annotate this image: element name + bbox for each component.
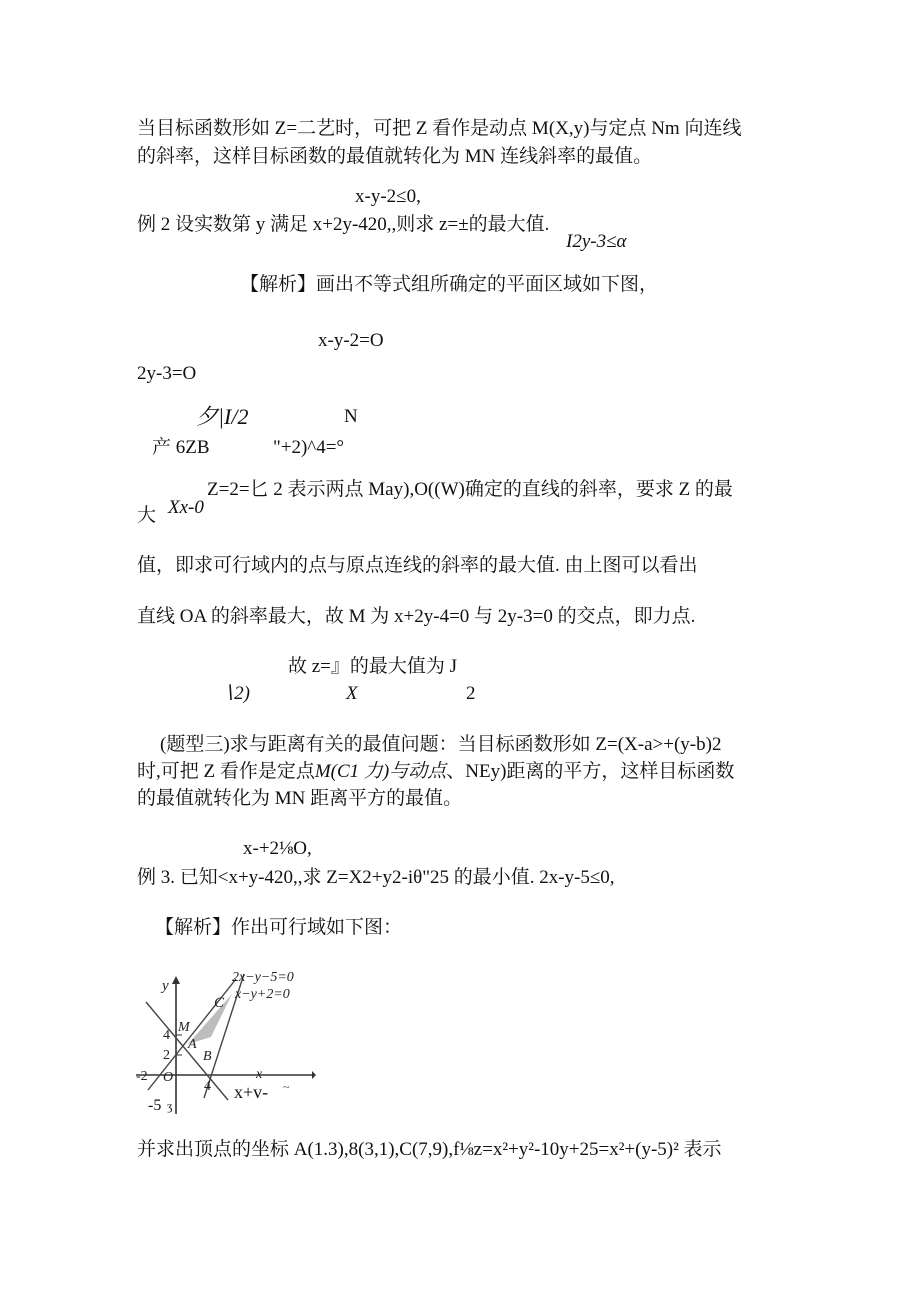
ex2-constraint-1: x-y-2≤0, [355,186,421,207]
label-C: C [214,995,225,1011]
para1-line1: 当目标函数形如 Z=二艺时，可把 Z 看作是动点 M(X,y)与定点 Nm 向连线 [137,118,742,139]
label-tick-neg2: -2 [136,1069,148,1084]
sol2-intro: 【解析】画出不等式组所确定的平面区域如下图， [240,274,659,295]
label-eq1: 2x−y−5=0 [232,970,294,985]
ex2-constraint-3: I2y-3≤α [566,231,627,252]
final-line: 并求出顶点的坐标 A(1.3),8(3,1),C(7,9),f⅛z=x²+y²-10y+25=x²+(y-5)² 表示 [137,1139,722,1160]
sol2-ocr-line4a: 产 6ZB [152,437,210,458]
sol2-para-left: 大 [137,505,157,526]
ex2-statement: 例 2 设实数第 y 满足 x+2y-420,,则求 z=±的最大值. [137,214,550,235]
type3-line2-part-a: 时,可把 Z 看作是定点 [137,761,315,782]
label-tick-neg5-tail: ʒ [167,1099,173,1113]
sol2-answer-a: ∖2) [222,683,250,704]
sol2-answer-c: 2 [466,683,476,704]
type3-line1: (题型三)求与距离有关的最值问题：当目标函数形如 Z=(X-a>+(y-b)2 [160,734,722,755]
label-M: M [178,1020,190,1035]
label-eq2: x−y+2=0 [235,987,290,1002]
sol2-ocr-line3a: 夕|I/2 [196,404,249,429]
sol2-ocr-line1: x-y-2=O [318,330,384,351]
y-axis-arrow [172,976,180,984]
sol2-ocr-line2: 2y-3=O [137,363,197,384]
label-B: B [203,1049,212,1064]
ex3-solution-intro: 【解析】作出可行域如下图： [155,917,403,938]
para1-line2: 的斜率，这样目标函数的最值就转化为 MN 连线斜率的最值。 [137,146,653,167]
sol2-ocr-line3b: N [344,406,358,427]
ex3-constraint-1: x-+2⅛O, [243,838,312,859]
label-y: y [162,978,169,994]
label-tick-4x: 4 [204,1079,211,1094]
label-tick-4y: 4 [163,1028,170,1043]
type3-line2-part-b: M(C1 力)与动点 [314,761,447,782]
sol2-para-line1: Z=2=匕 2 表示两点 May),O((W)确定的直线的斜率，要求 Z 的最 [207,479,733,500]
label-eq3: x+v- [234,1082,269,1102]
sol2-ocr-line4b: "+2)^4=° [273,437,345,458]
sol2-para-line3: 直线 OA 的斜率最大，故 M 为 x+2y-4=0 与 2y-3=0 的交点，即力点. [137,606,696,627]
label-A: A [188,1037,197,1052]
x-axis-arrow [312,1071,316,1079]
sol2-para-fraction: Xx-0 [168,497,204,518]
type3-line2-part-c: 、NEy)距离的平方，这样目标函数 [446,761,735,782]
sol2-para-line2: 值，即求可行域内的点与原点连线的斜率的最大值. 由上图可以看出 [137,555,698,576]
type3-line2 [137,762,734,781]
feasible-region-figure [136,964,316,1114]
label-eq3-tail: ~ [283,1080,290,1094]
label-O: O [163,1070,174,1085]
label-tick-neg5: -5 [148,1097,162,1114]
sol2-answer-b: X [346,683,358,704]
type3-line3: 的最值就转化为 MN 距离平方的最值。 [137,788,463,809]
label-x: x [256,1067,263,1082]
label-tick-2y: 2 [163,1048,170,1063]
ex3-statement: 例 3. 已知<x+y-420,,求 Z=X2+y2-iθ"25 的最小值. 2x-y-5≤0, [137,867,615,888]
sol2-answer: 故 z=』的最大值为 J [288,656,458,677]
